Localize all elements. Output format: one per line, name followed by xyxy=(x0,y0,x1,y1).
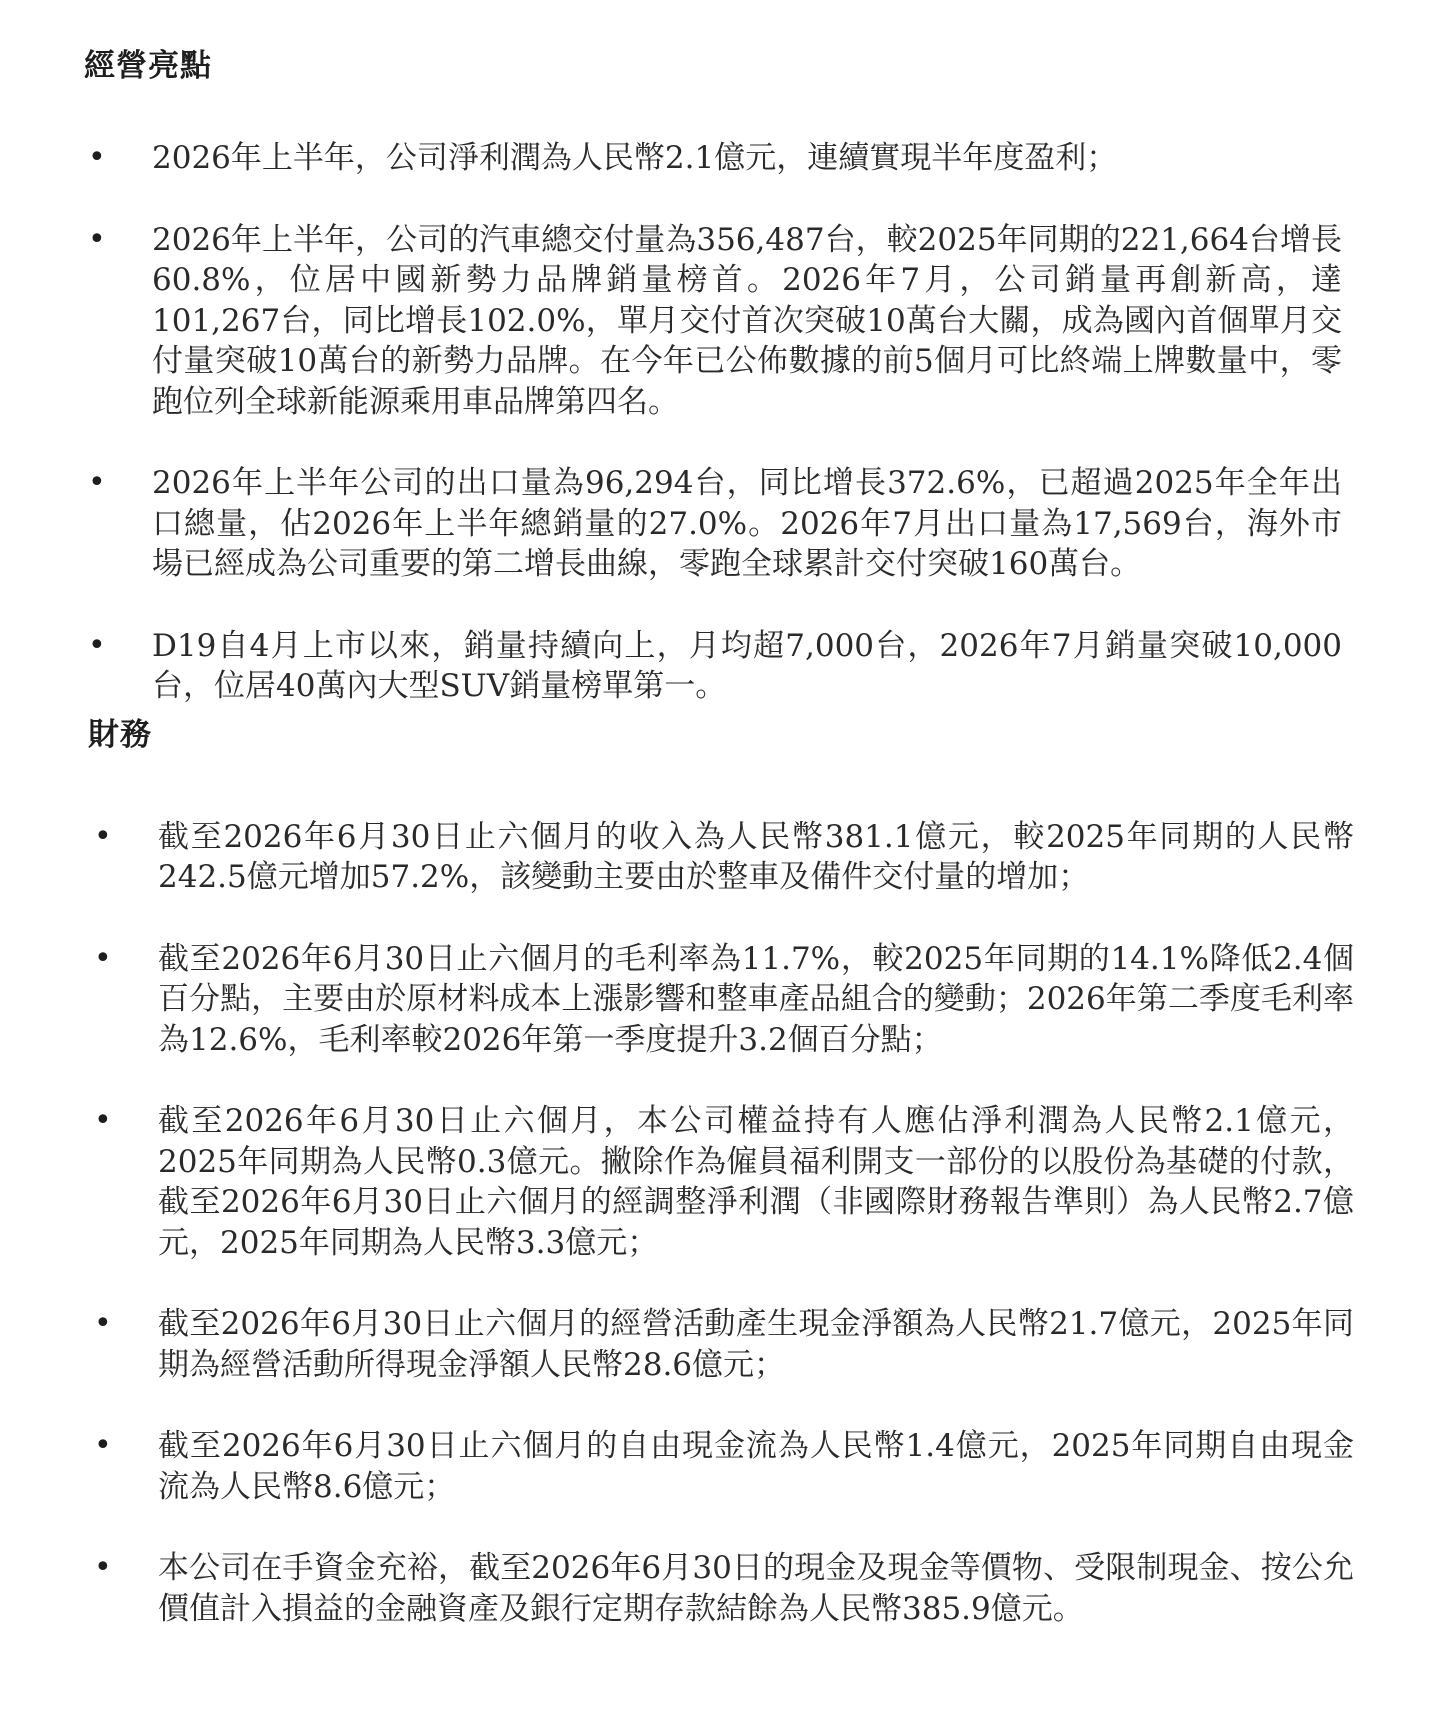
list-item xyxy=(94,1304,1354,1385)
bullet-icon: • xyxy=(88,221,106,257)
bullet-icon: • xyxy=(88,465,106,500)
finance-list xyxy=(0,817,1440,1630)
list-item xyxy=(94,1426,1354,1507)
bullet-text: 2026年上半年公司的出口量為96,294台，同比增長372.6%，已超過2025年全年出口總量，佔2026年上半年總銷量的27.0%。2026年7月出口量為17,569台，海外市場已經成為公司重要的第二增長曲線，零跑全球累計交付突破160萬台。 xyxy=(152,465,1342,582)
list-item xyxy=(94,1101,1354,1263)
bullet-text: 截至2026年6月30日止六個月的經營活動產生現金淨額為人民幣21.7億元，2025年同期為經營活動所得現金淨額人民幣28.6億元； xyxy=(158,1306,1354,1383)
bullet-text: 截至2026年6月30日止六個月，本公司權益持有人應佔淨利潤為人民幣2.1億元，2025年同期為人民幣0.3億元。撇除作為僱員福利開支一部份的以股份為基礎的付款，截至2026年6月30日止六個月的經調整淨利潤（非國際財務報告準則）為人民幣2.7億元，2025年同期為人民幣3.3億元； xyxy=(158,1103,1354,1261)
bullet-icon: • xyxy=(94,1550,112,1585)
bullet-text: D19自4月上市以來，銷量持續向上，月均超7,000台，2026年7月銷量突破10,000台，位居40萬內大型SUV銷量榜單第一。 xyxy=(152,627,1342,704)
section-heading-operating-highlights: 經營亮點 xyxy=(84,48,212,84)
bullet-icon: • xyxy=(94,1428,112,1463)
list-item xyxy=(94,1548,1354,1629)
bullet-text: 2026年上半年，公司的汽車總交付量為356,487台，較2025年同期的221,664台增長60.8%，位居中國新勢力品牌銷量榜首。2026年7月，公司銷量再創新高，達101,267台，同比增長102.0%，單月交付首次突破10萬台大關，成為國內首個單月交付量突破10萬台的新勢力品牌。在今年已公佈數據的前5個月可比終端上牌數量中，零跑位列全球新能源乘用車品牌第四名。 xyxy=(152,221,1342,420)
bullet-text: 截至2026年6月30日止六個月的收入為人民幣381.1億元，較2025年同期的人民幣242.5億元增加57.2%，該變動主要由於整車及備件交付量的增加； xyxy=(158,818,1354,895)
bullet-icon: • xyxy=(88,627,106,663)
list-item xyxy=(94,939,1354,1061)
list-item xyxy=(88,626,1342,707)
bullet-text: 2026年上半年，公司淨利潤為人民幣2.1億元，連續實現半年度盈利； xyxy=(152,140,1118,176)
bullet-icon: • xyxy=(88,140,106,175)
bullet-text: 截至2026年6月30日止六個月的自由現金流為人民幣1.4億元，2025年同期自由現金流為人民幣8.6億元； xyxy=(158,1428,1354,1505)
operating-highlights-list xyxy=(0,138,1440,707)
section-heading-finance: 財務 xyxy=(88,716,152,753)
list-item xyxy=(88,463,1342,585)
list-item xyxy=(88,220,1342,423)
bullet-icon: • xyxy=(94,1306,112,1341)
bullet-icon: • xyxy=(94,1103,112,1138)
bullet-icon: • xyxy=(94,940,112,976)
list-item xyxy=(94,817,1354,898)
bullet-icon: • xyxy=(94,818,112,854)
bullet-text: 截至2026年6月30日止六個月的毛利率為11.7%，較2025年同期的14.1%降低2.4個百分點，主要由於原材料成本上漲影響和整車產品組合的變動；2026年第二季度毛利率為12.6%，毛利率較2026年第一季度提升3.2個百分點； xyxy=(158,940,1354,1058)
list-item xyxy=(88,138,1342,179)
bullet-text: 本公司在手資金充裕，截至2026年6月30日的現金及現金等價物、受限制現金、按公允價值計入損益的金融資產及銀行定期存款結餘為人民幣385.9億元。 xyxy=(158,1550,1354,1627)
